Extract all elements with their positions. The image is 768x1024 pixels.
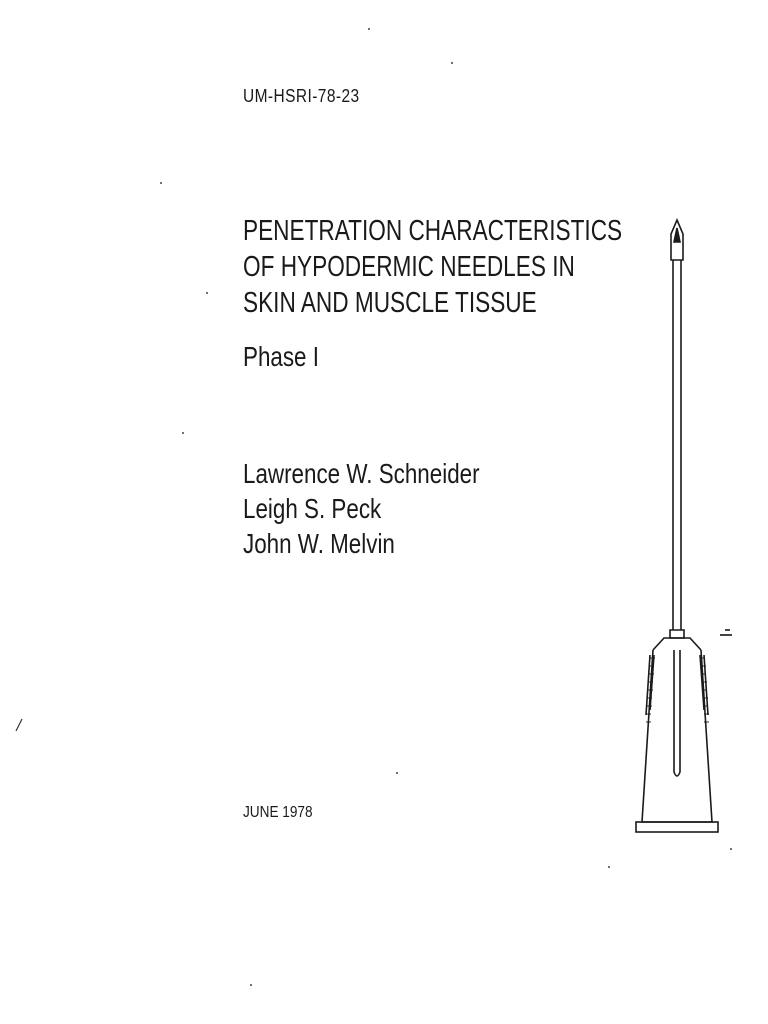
scan-speck [206, 292, 208, 294]
author-list [243, 456, 539, 561]
report-title [243, 213, 673, 321]
hypodermic-needle-icon [620, 210, 730, 840]
scan-speck [160, 182, 162, 184]
scan-speck [182, 432, 184, 434]
author-3: John W. Melvin [243, 528, 395, 559]
author-1: Lawrence W. Schneider [243, 458, 480, 489]
title-line-2: OF HYPODERMIC NEEDLES IN [243, 251, 575, 283]
scan-speck [608, 866, 610, 868]
scan-speck [730, 848, 732, 850]
phase-label: Phase I [243, 341, 319, 372]
author-2: Leigh S. Peck [243, 493, 382, 524]
report-number: UM-HSRI-78-23 [243, 86, 360, 106]
scan-speck [368, 28, 370, 30]
scan-speck [451, 62, 453, 64]
publication-date: JUNE 1978 [243, 804, 313, 821]
scan-speck [720, 634, 732, 636]
scan-speck [250, 984, 252, 986]
scan-speck [396, 772, 398, 774]
title-line-3: SKIN AND MUSCLE TISSUE [243, 287, 537, 319]
scan-mark [14, 718, 24, 732]
title-line-1: PENETRATION CHARACTERISTICS [243, 215, 623, 247]
